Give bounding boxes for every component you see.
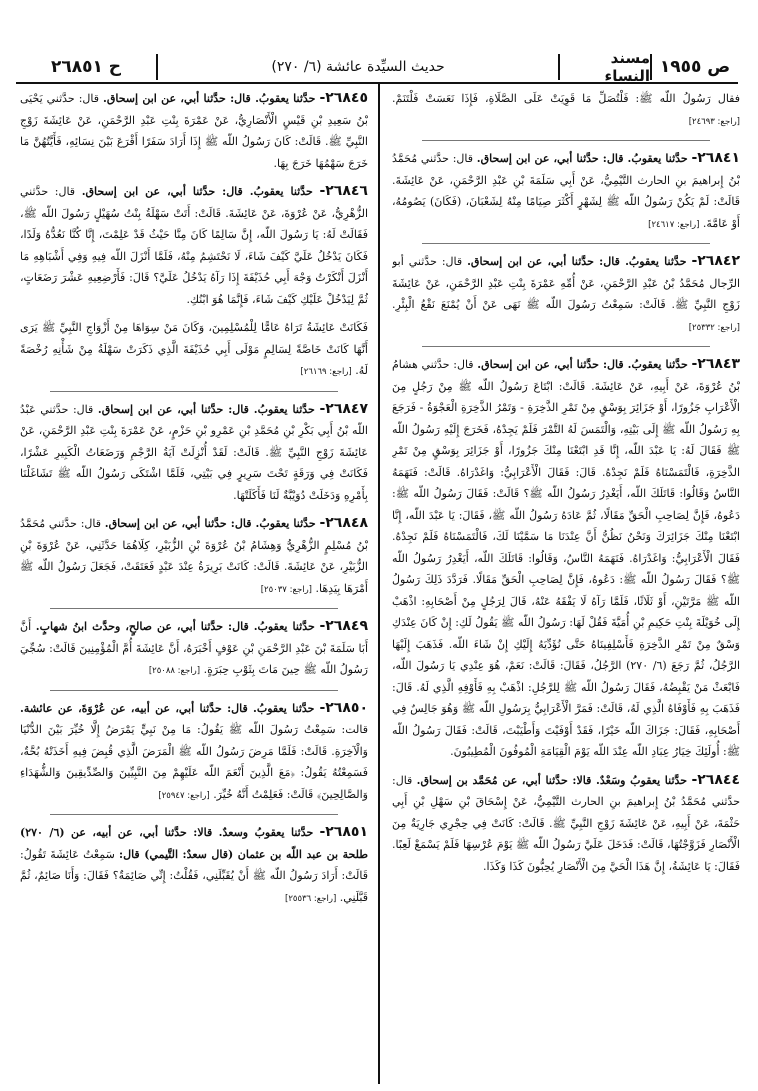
hadith-number: ٢٦٨٤٤- bbox=[691, 771, 740, 788]
hadith-isnad: حدَّثنا يعقوبُ. قال: حدَّثنا أبي، عن صالحٍ، وحدَّث ابنُ شهابٍ. bbox=[35, 620, 315, 633]
hadith-separator bbox=[50, 690, 338, 691]
hadith-block bbox=[20, 399, 368, 507]
hadith-number: ٢٦٨٤٩- bbox=[319, 618, 368, 634]
hadith-number: ٢٦٨٤٦- bbox=[319, 183, 368, 199]
hadith-number: ٢٦٨٤٢- bbox=[691, 253, 740, 269]
hadith-separator bbox=[50, 608, 338, 609]
section-title: حديث السيِّدة عائشة (٦/ ٢٧٠) bbox=[156, 54, 558, 80]
hadith-block bbox=[392, 251, 740, 339]
hadith-isnad: حدَّثنا يعقوبُ. قال: حدَّثنا أبي، عن ابن إسحاق. bbox=[467, 255, 687, 268]
hadith-reference: [راجع: ٢٤٦٩٣] bbox=[688, 116, 740, 127]
left-text-column bbox=[20, 88, 368, 1086]
hadith-number: ٢٦٨٤٥- bbox=[319, 90, 368, 106]
hadith-reference: [راجع: ٢٥٩٤٧] bbox=[158, 790, 210, 801]
hadith-text: قال: حدَّثني يَحْيَى بْنُ سَعِيدِ بْنِ قَيْسٍ الْأَنْصَارِيُّ، عَنْ عَمْرَةَ بِنْتِ عَبْدِ الرَّحْمَنِ، عَنْ عَائِشَةَ زَوْجِ النَّبِيِّ ﷺ. قَالَتْ: كَانَ رَسُولُ اللّه ﷺ إِذَا أَرَادَ سَفَرًا أَقْرَعَ بَيْنَ نِسَائِهِ، فَأَيَّتُهُنَّ مَا خَرَجَ سَهْمُهَا خَرَجَ بِهَا. bbox=[20, 92, 368, 170]
hadith-number: ٢٦٨٥١- bbox=[319, 824, 368, 840]
hadith-block bbox=[392, 354, 740, 763]
hadith-reference: [راجع: ٢٥٥٣٦] bbox=[284, 893, 337, 904]
hadith-text: فقال رَسُولُ اللّه ﷺ: فَلْتُصَلِّ مَا قَوِيَتْ عَلَى الصَّلَاةِ، فَإِذَا نَعَسَتْ فَلْتَنَمْ. bbox=[392, 92, 740, 105]
hadith-reference: [راجع: ٢٥٠٣٧] bbox=[260, 584, 313, 595]
hadith-number: ٢٦٨٥٠- bbox=[319, 699, 368, 716]
hadith-separator bbox=[50, 814, 338, 815]
hadith-isnad: حدَّثنا يعقوبُ. قال: حدَّثنا أبي، عن ابن إسحاق. bbox=[477, 358, 688, 371]
hadith-text: قال: حدَّثني عَبْدُ اللّه بْنُ أَبِي بَكْرِ بْنِ مُحَمَّدِ بْنِ عَمْرِو بْنِ حَزْمٍ، عَنْ عَمْرَةَ بِنْتِ عَبْدِ الرَّحْمَنِ، عَنْ عَائِشَةَ زَوْجِ النَّبِيِّ ﷺ. قَالَتْ: لَقَدْ أُنْزِلَتْ آيَةُ الرَّجْمِ وَرَضَعَاتُ الْكَبِيرِ عَشْرًا، فَكَانَتْ فِي وَرَقَةٍ تَحْتَ سَرِيرٍ فِي بَيْتِي، فَلَمَّا اشْتَكَى رَسُولُ اللّه ﷺ تَشَاغَلْنَا بِأَمْرِهِ وَدَخَلَتْ دُوَيْبَّةٌ لَنَا فَأَكَلَتْهَا. bbox=[20, 402, 368, 502]
hadith-isnad: حدَّثنا يعقوبُ. قال: حدَّثنا أبي، عن ابن إسحاق. bbox=[102, 92, 316, 105]
hadith-separator bbox=[422, 243, 710, 244]
hadith-separator bbox=[422, 140, 710, 141]
hadith-block bbox=[20, 88, 368, 174]
hadith-isnad: حدَّثنا يعقوبُ. قال: حدَّثنا أبي، عن ابن إسحاق. bbox=[476, 152, 688, 165]
hadith-block bbox=[392, 88, 740, 133]
hadith-block bbox=[20, 822, 368, 910]
hadith-isnad: حدَّثنا يعقوبُ وسعدٌ. قالا: حدَّثنا أبي، عن أبيه، عن (٦/ ٢٧٠) طلحة بن عبد اللّه بن عثمان (قال سعدٌ: التَّيمي) قال: bbox=[20, 826, 368, 861]
hadith-text: قالت: سَمِعْتُ رَسُولَ اللّه ﷺ يَقُولُ: مَا مِنْ نَبِيٍّ يَمْرَضُ إِلَّا خُيِّرَ بَيْنَ الدُّنْيَا وَالْآخِرَةِ. قَالَتْ: فَلَمَّا مَرِضَ رَسُولُ اللّه ﷺ الْمَرَضَ الَّذِي قُبِضَ فِيهِ أَخَذَتْهُ بُحَّةٌ، فَسَمِعْتُهُ يَقُولُ: ﴿مَعَ الَّذِينَ أَنْعَمَ اللّه عَلَيْهِمْ مِنَ النَّبِيِّينَ وَالصِّدِّيقِينَ وَالشُّهَدَاءِ وَالصَّالِحِينَ﴾ قَالَتْ: فَعَلِمْتُ أَنَّهُ خُيِّرَ. bbox=[20, 723, 368, 801]
hadith-isnad: حدَّثنا يعقوبُ. قال: حدَّثنا أبي، عن ابن إسحاق. bbox=[81, 185, 313, 198]
hadith-block bbox=[20, 513, 368, 601]
hadith-number: ٢٦٨٤٣- bbox=[691, 356, 740, 372]
hadith-number: ٢٦٨٤٨- bbox=[319, 515, 368, 531]
hadith-text: قال: حدَّثني مُحَمَّدُ بْنُ إِبراهيمَ بنِ الحارث التَّيْمِيُّ، عَنْ إِسْحَاقَ بْنِ سَهْلِ بْنِ أَبِي حَثْمَةَ، عَنْ أَبِيهِ، عَنْ عَائِشَةَ زَوْجِ النَّبِيِّ ﷺ. قَالَتْ: كَانَتْ فِي حِجْرِي جَارِيَةٌ مِنَ الْأَنْصَارِ فَزَوَّجْتُهَا، قَالَتْ: فَدَخَلَ عَلَيَّ رَسُولُ اللّه ﷺ يَوْمَ عُرْسِهَا فَلَمْ يَسْمَعْ لَعِبًا. فَقَالَ: يَا عَائِشَةُ، إِنَّ هَذَا الْحَيَّ مِنَ الْأَنْصَارِ يُحِبُّونَ كَذَا وَكَذَا. bbox=[392, 773, 740, 873]
hadith-reference: [راجع: ٢٤٦١٧] bbox=[648, 219, 700, 230]
hadith-reference: [راجع: ٢٥٠٨٨] bbox=[148, 666, 201, 676]
hadith-text: قال: حدَّثني الزُّهْرِيُّ، عَنْ عُرْوَةَ، عَنْ عَائِشَةَ. قَالَتْ: أَتَتْ سَهْلَةُ بِنْتُ سُهَيْلٍ رَسُولَ اللّه ﷺ، فَقَالَتْ لَهُ: يَا رَسُولَ اللّه، إِنَّ سَالِمًا كَانَ مِنَّا حَيْثُ قَدْ عَلِمْتَ، إِنَّا كُنَّا نَعُدُّهُ وَلَدًا، فَكَانَ يَدْخُلُ عَلَيَّ كَيْفَ شَاءَ، لَا نَحْتَشِمُ مِنْهُ، فَلَمَّا أَنْزَلَ اللّه فِيهِ وَفِي أَشْبَاهِهِ مَا أَنْزَلَ أَنْكَرْتُ وَجْهَ أَبِي حُذَيْفَةَ إِذَا رَآهُ يَدْخُلُ عَلَيَّ؟ قَالَ: فَأَرْضِعِيهِ عَشْرَ رَضَعَاتٍ، ثُمَّ لِيَدْخُلْ عَلَيْكِ كَيْفَ شَاءَ، فَإِنَّمَا هُوَ ابْنُكِ. bbox=[20, 185, 368, 306]
hadith-text: فَكَانَتْ عَائِشَةُ تَرَاهُ عَامًّا لِلْمُسْلِمِينَ، وَكَانَ مَنْ سِوَاهَا مِنْ أَزْوَاجِ النَّبِيِّ ﷺ يَرَى أَنَّهَا كَانَتْ خَاصَّةً لِسَالِمٍ مَوْلَى أَبِي حُذَيْفَةَ الَّذِي ذَكَرَتْ سَهْلَةُ مِنْ شَأْنِهِ رُخْصَةً لَهُ. bbox=[20, 321, 368, 377]
hadith-text: قال: حدَّثني هشامُ بْنُ عُرْوَةَ، عَنْ أَبِيهِ، عَنْ عَائِشَةَ. قَالَتْ: ابْتَاعَ رَسُولُ اللّه ﷺ مِنْ رَجُلٍ مِنَ الْأَعْرَابِ جَزُورًا، أَوْ جَزَائِرَ بِوَسْقٍ مِنْ تَمْرِ الذَّخِرَةِ - وَتَمْرُ الذَّخِرَةِ الْعَجْوَةُ - فَرَجَعَ بِهِ رَسُولُ اللّه ﷺ إِلَى بَيْتِهِ، وَالْتَمَسَ لَهُ التَّمْرَ فَلَمْ يَجِدْهُ، فَخَرَجَ إِلَيْهِ رَسُولُ اللّه ﷺ فَقَالَ لَهُ: يَا عَبْدَ اللّه، إِنَّا قَدِ ابْتَعْنَا مِنْكَ جَزُورًا، أَوْ جَزَائِرَ بِوَسْقٍ مِنْ تَمْرِ الذَّخِرَةِ، فَالْتَمَسْنَاهُ فَلَمْ نَجِدْهُ. قَالَ: فَقَالَ الْأَعْرَابِيُّ: وَاغَدْرَاهُ. قَالَتْ: فَنَهَمَهُ النَّاسُ وَقَالُوا: قَاتَلَكَ اللّه، أَيَغْدِرُ رَسُولُ اللّه ﷺ؟ قَالَتْ: فَقَالَ رَسُولُ اللّه ﷺ: دَعُوهُ، فَإِنَّ لِصَاحِبِ الْحَقِّ مَقَالًا، ثُمَّ عَادَهُ رَسُولُ اللّه ﷺ، فَقَالَ: يَا عَبْدَ اللّه، إِنَّا ابْتَعْنَا مِنْكَ جَزَائِرَكَ وَنَحْنُ نَظُنُّ أَنَّ عِنْدَنَا مَا سَمَّيْنَا لَكَ، فَالْتَمَسْنَاهُ فَلَمْ نَجِدْهُ. فَقَالَ الْأَعْرَابِيُّ: وَاغَدْرَاهُ. فَنَهَمَهُ النَّاسُ، وَقَالُوا: قَاتَلَكَ اللّه، أَيَغْدِرُ رَسُولُ اللّه ﷺ؟ فَقَالَ رَسُولُ اللّه ﷺ: دَعُوهُ، فَإِنَّ لِصَاحِبِ الْحَقِّ مَقَالًا. فَرَدَّدَ ذَلِكَ رَسُولُ اللّه ﷺ مَرَّتَيْنِ، أَوْ ثَلَاثًا، فَلَمَّا رَآهُ لَا يَفْقَهُ عَنْهُ، قَالَ لِرَجُلٍ مِنْ أَصْحَابِهِ: اذْهَبْ إِلَى خُوَيْلَةَ بِنْتِ حَكِيمِ بْنِ أُمَيَّةَ فَقُلْ لَهَا: رَسُولُ اللّه ﷺ يَقُولُ لَكِ: إِنْ كَانَ عِنْدَكِ وَسْقٌ مِنْ تَمْرِ الذَّخِرَةِ فَأَسْلِفِينَاهُ حَتَّى نُؤَدِّيَهُ إِلَيْكِ إِنْ شَاءَ اللّه. فَذَهَبَ إِلَيْهَا الرَّجُلُ، ثُمَّ رَجَعَ (٦/ ٢٧٠) الرَّجُلُ، فَقَالَ: قَالَتْ: نَعَمْ، هُوَ عِنْدِي يَا رَسُولَ اللّه، فَابْعَثْ مَنْ يَقْبِضُهُ، فَقَالَ رَسُولُ اللّه ﷺ لِلرَّجُلِ: اذْهَبْ بِهِ فَأَوْفِهِ الَّذِي لَهُ. قَالَ: فَذَهَبَ بِهِ فَأَوْفَاهُ الَّذِي لَهُ، قَالَتْ: فَمَرَّ الْأَعْرَابِيُّ بِرَسُولِ اللّه ﷺ وَهُوَ جَالِسٌ فِي أَصْحَابِهِ، فَقَالَ: جَزَاكَ اللّه خَيْرًا، فَقَدْ أَوْفَيْتَ وَأَطْيَبْتَ، قَالَتْ: فَقَالَ رَسُولُ اللّه ﷺ: أُولَئِكَ خِيَارُ عِبَادِ اللّه عِنْدَ اللّه يَوْمَ الْقِيَامَةِ الْمُوفُونَ الْمُطِيبُونَ. bbox=[392, 358, 740, 758]
hadith-text: قال: حدَّثني مُحَمَّدُ بْنُ مُسْلِمٍ الزُّهْرِيُّ وَهِشَامُ بْنُ عُرْوَةَ بْنِ الزُّبَيْرِ، كِلَاهُمَا حَدَّثَنِي، عَنْ عُرْوَةَ بْنِ الزُّبَيْرِ، عَنْ عَائِشَةَ. قَالَتْ: كَانَتْ بَرِيرَةُ عِنْدَ عَبْدٍ فَعَتَقَتْ، فَجَعَلَ رَسُولُ اللّه ﷺ أَمْرَهَا بِيَدِهَا. bbox=[20, 517, 368, 595]
musnad-label: مسند النساء bbox=[558, 54, 650, 80]
hadith-block bbox=[20, 616, 368, 683]
hadith-text: قال: حدَّثني مُحَمَّدُ بْنُ إِبراهيمَ بنِ الحارث التَّيْمِيُّ، عَنْ أَبِي سَلَمَةَ بْنِ عَبْدِ الرَّحْمَنِ، عَنْ عَائِشَةَ. قَالَتْ: لَمْ يَكُنْ رَسُولُ اللّه ﷺ لِشَهْرٍ أَكْثَرَ صِيَامًا مِنْهُ لِشَعْبَانَ، (فَكَانَ) يَصُومُهُ، أَوْ عَامَّةَ. bbox=[392, 152, 740, 230]
hadith-number: ٢٦٨٤٧- bbox=[319, 400, 368, 417]
hadith-reference: [راجع: ٢٦١٦٩] bbox=[300, 367, 352, 377]
hadith-block bbox=[20, 698, 368, 808]
hadith-block bbox=[392, 148, 740, 236]
hadith-reference: [راجع: ٢٥٣٣٢] bbox=[688, 322, 740, 333]
column-divider bbox=[378, 84, 380, 1084]
hadith-text: أَنَّ أَبَا سَلَمَةَ بْنَ عَبْدِ الرَّحْمَنِ بْنِ عَوْفٍ أَخْبَرَهُ، أَنَّ عَائِشَةَ أُمَّ الْمُؤْمِنِينَ قَالَتْ: سُجِّيَ رَسُولُ اللّه ﷺ حِينَ مَاتَ بِثَوْبِ حِبَرَةٍ. bbox=[20, 620, 368, 676]
hadith-separator bbox=[50, 391, 338, 392]
hadith-isnad: حدَّثنا يعقوبُ. قال: حدَّثنا أبي، عن ابن إسحاق. bbox=[104, 517, 316, 530]
hadith-block bbox=[392, 770, 740, 878]
page-number: ص ١٩٥٥ bbox=[650, 54, 738, 80]
hadith-separator bbox=[422, 346, 710, 347]
hadith-isnad: حدَّثنا يعقوبُ وسَعْدٌ. قالا: حدَّثنا أبي، عن مُحَمَّد بن إسحاق. bbox=[416, 773, 688, 787]
page-header bbox=[16, 49, 738, 85]
hadith-text: قال: حدَّثني أبو الرِّجال مُحَمَّدُ بْنُ عَبْدِ الرَّحْمَنِ، عَنْ أُمِّهِ عَمْرَةَ بِنْتِ عَبْدِ الرَّحْمَنِ، عَنْ عَائِشَةَ زَوْجِ النَّبِيِّ ﷺ. قَالَتْ: سَمِعْتُ رَسُولَ اللّه ﷺ نَهَى عَنْ أَنْ يُمْنَعَ نَقْعُ الْبِئْرِ. bbox=[392, 255, 740, 311]
hadith-block bbox=[20, 181, 368, 310]
hadith-range-label: ح ٢٦٨٥١ bbox=[50, 57, 122, 77]
hadith-block bbox=[20, 317, 368, 384]
hadith-number: ٢٦٨٤١- bbox=[691, 150, 740, 166]
hadith-isnad: حدَّثنا يعقوبُ. قال: حدَّثنا أبي، عن ابن إسحاق. bbox=[97, 402, 315, 416]
hadith-text: سَمِعْتُ عَائِشَةَ تَقُولُ: قَالَتْ: أَرَادَ رَسُولُ اللّه ﷺ أَنْ يُقَبِّلَنِي، فَقُلْتُ: إِنِّي صَائِمَةٌ؟ فَقَالَ: وَأَنَا صَائِمٌ، ثُمَّ قَبَّلَنِي. bbox=[20, 847, 368, 904]
right-text-column bbox=[392, 88, 740, 1086]
hadith-isnad: حدَّثنا يعقوبُ. قال: حدَّثنا أبي، عن أبيه، عن عُرْوَةَ، عن عائشة. bbox=[20, 701, 315, 715]
